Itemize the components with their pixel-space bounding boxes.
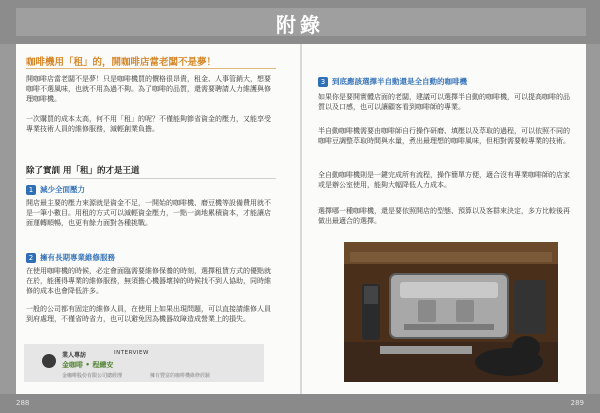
right-paragraph-4: 選擇哪一種咖啡機，還是要依照開店的型態、預算以及客群來決定，多方比較後再做出最適合的選擇。 (318, 207, 570, 225)
right-paragraph-2: 半自動咖啡機需要由咖啡師自行操作研磨、填壓以及萃取的過程，可以依照不同的咖啡豆調整萃取時間與水量，煮出最理想的咖啡風味，但相對需要較專業的技術。 (318, 127, 570, 145)
section-heading: 除了實訓 用「租」的才是王道 (26, 166, 140, 176)
interview-label: 業人專訪 (62, 352, 87, 359)
section-2-text-b: 一般的公司都有固定的維修人員，在使用上如果出現問題，可以直接請維修人員到府處理，不僅省時省力，也可以避免因為機器故障造成營業上的損失。 (26, 305, 271, 323)
right-paragraph-3: 全自動咖啡機則是一鍵完成所有流程，操作簡單方便，適合沒有專業咖啡師的店家或是辦公室使用，能夠大幅降低人力成本。 (318, 171, 570, 189)
interview-tag: INTERVIEW (114, 350, 149, 356)
left-page-number: 288 (16, 399, 30, 407)
section-1-text: 開店最主要的壓力來源就是資金不足，一開始的咖啡機、磨豆機等設備費用就不是一筆小數目。用租的方式可以減輕資金壓力，一點一滴地累積資本，才能讓店面運轉順暢，也更有餘力面對各種挑戰。 (26, 199, 271, 227)
appendix-banner (0, 0, 600, 44)
section-2-title: 擁有長期專業維修服務 (40, 253, 115, 262)
section-3-number: 3 (318, 77, 328, 87)
espresso-machine-illustration (344, 242, 558, 382)
avatar-icon (42, 354, 56, 368)
banner-title: 附錄 (276, 13, 324, 37)
interviewee-company: 金咖啡股份有限公司總經理 (62, 373, 123, 379)
espresso-machine-photo (344, 242, 558, 382)
interviewee-name: 金咖啡 • 程總安 (62, 361, 114, 369)
book-spine (300, 44, 302, 394)
interview-box (24, 344, 264, 382)
right-paragraph-1: 如果你是要開實體店面的老闆，建議可以選擇半自動的咖啡機，可以提高咖啡的品質以及口感，也可以讓顧客看到咖啡師的專業。 (318, 93, 570, 111)
section-1-title: 減少全面壓力 (40, 185, 85, 194)
section-2-number: 2 (26, 253, 36, 263)
right-page-number: 289 (570, 399, 584, 407)
footer-note: 擁有豐富的咖啡機維修經驗 (150, 373, 211, 379)
section-1 (26, 184, 85, 195)
left-headline: 咖啡機用「租」的，開咖啡店當老闆不是夢！ (26, 57, 217, 68)
section-1-number: 1 (26, 185, 36, 195)
headline-rule (26, 68, 276, 69)
section-2 (26, 252, 115, 263)
section-2-text: 在使用咖啡機的時候，必定會面臨需要維修保養的時刻，選擇租賃方式的優點就在於，能獲得專業的維修服務，無須擔心機器壞掉的時候找不到人協助，同時維修的成本也會降低許多。 (26, 267, 271, 295)
intro-paragraph-1: 開咖啡店當老闆不是夢！只是咖啡機買的價格很昂貴，租金、人事管銷大，想要咖啡不選風味，也就不用為過不夠。為了咖啡的品質，還需要聘請人力維護與修理咖啡機。 (26, 75, 271, 103)
bottom-band (0, 394, 600, 413)
intro-paragraph-2: 一次購買的成本太高，何不用「租」的呢？不僅能夠節省資金的壓力，又能享受專業技術人員的維修服務，減輕創業負擔。 (26, 115, 271, 133)
section-3 (318, 76, 467, 87)
section-3-title: 到底應該選擇半自動還是全自動的咖啡機 (332, 77, 467, 86)
section-heading-rule (26, 178, 276, 179)
